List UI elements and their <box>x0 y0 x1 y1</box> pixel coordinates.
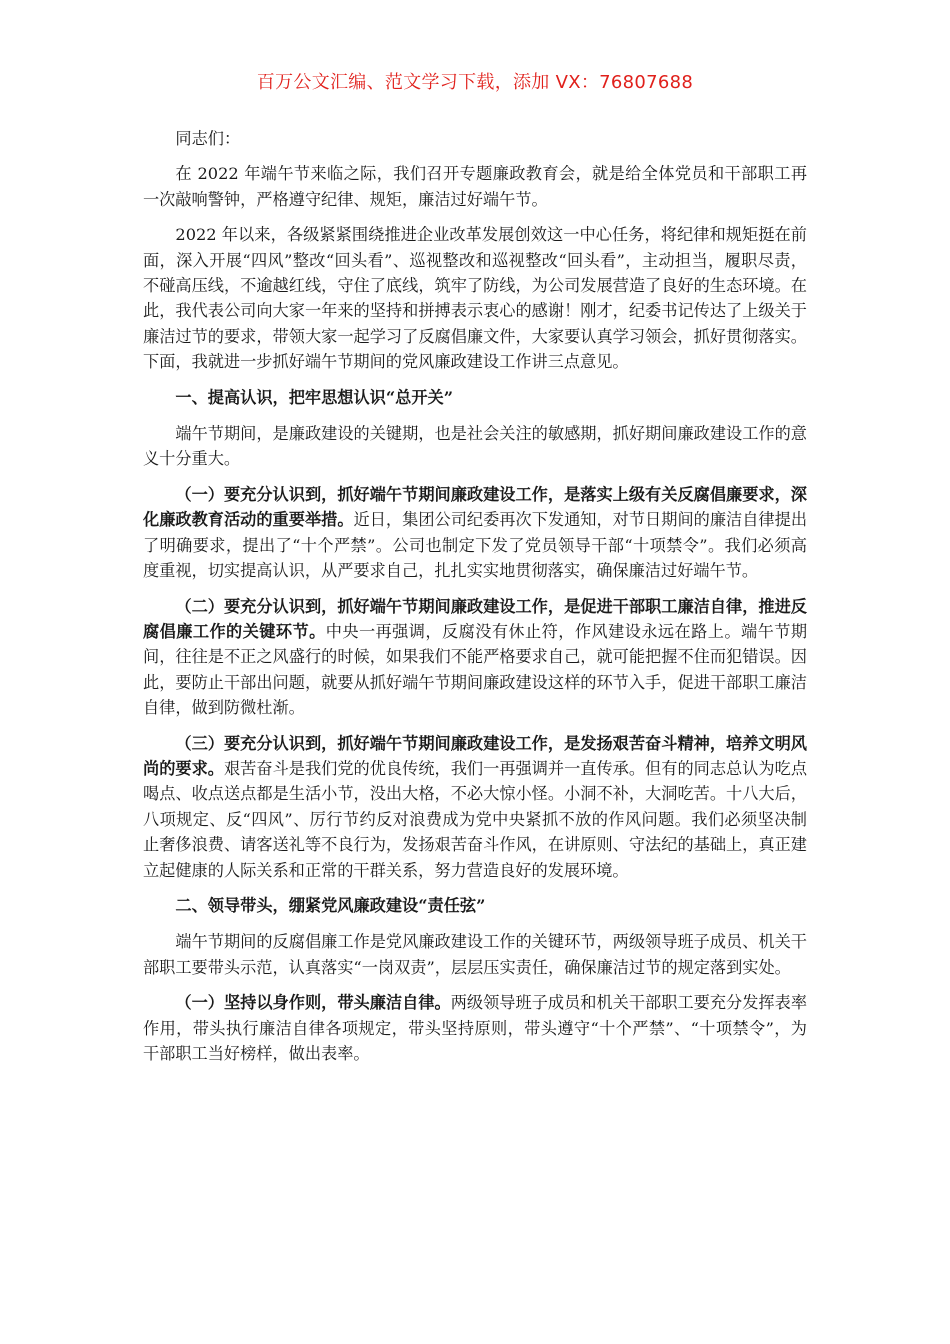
section-2-item-1 <box>143 990 807 1066</box>
watermark-banner: 百万公文汇编、范文学习下载，添加 VX：76807688 <box>256 72 694 93</box>
section-2-item-1-bold: （一）坚持以身作则，带头廉洁自律。 <box>175 993 451 1013</box>
section-1-heading: 一、提高认识，把牢思想认识“总开关” <box>175 387 454 407</box>
section-2-item-1-text: 两级领导班子成员和机关干部职工要充分发挥表率作用，带头执行廉洁自律各项规定，带头坚持原则，带头遵守“十个严禁”、“十项禁令”，为干部职工当好榜样，做出表率。 <box>143 993 808 1063</box>
document-body <box>143 126 807 1076</box>
section-1-item-3-bold: （三）要充分认识到，抓好端午节期间廉政建设工作，是发扬艰苦奋斗精神，培养文明风尚的要求。 <box>143 733 807 778</box>
intro-paragraph-1: 在 2022 年端午节来临之际，我们召开专题廉政教育会，就是给全体党员和干部职工再一次敲响警钟，严格遵守纪律、规矩，廉洁过好端午节。 <box>143 164 807 209</box>
section-1-item-3-text: 艰苦奋斗是我们党的优良传统，我们一再强调并一直传承。但有的同志总认为吃点喝点、收点送点都是生活小节，没出大格，不必大惊小怪。小洞不补，大洞吃苦。十八大后，八项规定、反“四风”、厉行节约反对浪费成为党中央紧抓不放的作风问题。我们必须坚决制止奢侈浪费、请客送礼等不良行为，发扬艰苦奋斗作风，在讲原则、守法纪的基础上，真正建立起健康的人际关系和正常的干群关系，努力营造良好的发展环境。 <box>143 758 808 880</box>
section-1-item-1-bold: （一）要充分认识到，抓好端午节期间廉政建设工作，是落实上级有关反腐倡廉要求，深化廉政教育活动的重要举措。 <box>143 484 807 530</box>
section-1-lead: 端午节期间，是廉政建设的关键期，也是社会关注的敏感期，抓好期间廉政建设工作的意义十分重大。 <box>143 424 807 469</box>
section-1-item-3 <box>143 731 807 883</box>
section-1-item-1-text: 近日，集团公司纪委再次下发通知，对节日期间的廉洁自律提出了明确要求，提出了“十个严禁”。公司也制定下发了党员领导干部“十项禁令”。我们必须高度重视，切实提高认识，从严要求自己，扎扎实实地贯彻落实，确保廉洁过好端午节。 <box>143 510 808 581</box>
intro-paragraph-2: 2022 年以来，各级紧紧围绕推进企业改革发展创效这一中心任务，将纪律和规矩挺在前面，深入开展“四风”整改“回头看”、巡视整改和巡视整改“回头看”，主动担当，履职尽责，不碰高压线，不逾越红线，守住了底线，筑牢了防线，为公司发展营造了良好的生态环境。在此，我代表公司向大家一年来的坚持和拼搏表示衷心的感谢！刚才，纪委书记传达了上级关于廉洁过节的要求，带领大家一起学习了反腐倡廉文件，大家要认真学习领会，抓好贯彻落实。下面，我就进一步抓好端午节期间的党风廉政建设工作讲三点意见。 <box>143 225 807 372</box>
section-1-item-1 <box>143 482 807 584</box>
section-1-item-2 <box>143 594 807 721</box>
section-1-item-2-bold: （二）要充分认识到，抓好端午节期间廉政建设工作，是促进干部职工廉洁自律，推进反腐倡廉工作的关键环节。 <box>143 596 807 641</box>
section-2-lead: 端午节期间的反腐倡廉工作是党风廉政建设工作的关键环节，两级领导班子成员、机关干部职工要带头示范，认真落实“一岗双责”，层层压实责任，确保廉洁过节的规定落到实处。 <box>143 932 807 977</box>
greeting: 同志们： <box>175 129 241 148</box>
section-2-heading: 二、领导带头，绷紧党风廉政建设“责任弦” <box>175 895 486 915</box>
section-1-item-2-text: 中央一再强调，反腐没有休止符，作风建设永远在路上。端午节期间，往往是不正之风盛行的时候，如果我们不能严格要求自己，就可能把握不住而犯错误。因此，要防止干部出问题，就要从抓好端午节期间廉政建设这样的环节入手，促进干部职工廉洁自律，做到防微杜渐。 <box>143 621 808 718</box>
